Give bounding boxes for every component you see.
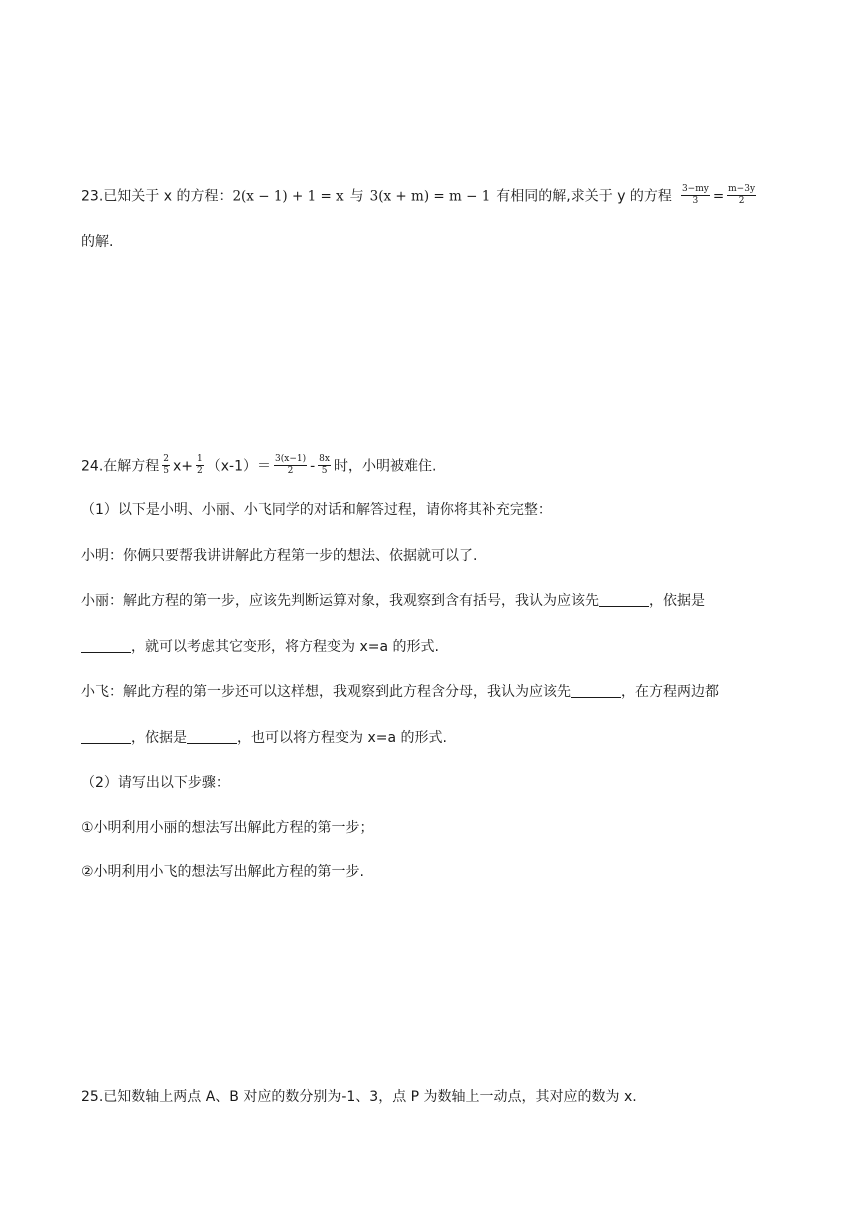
fill-in-blank-2[interactable]	[81, 638, 131, 653]
q24-fraction-4-denominator: 5	[321, 466, 328, 476]
q24-fraction-3-denominator: 2	[287, 466, 294, 476]
q24-xiaoli-text-b: ，依据是	[649, 593, 705, 609]
q24-part2-heading: （2）请写出以下步骤：	[81, 775, 230, 791]
q24-step-1: ①小明利用小丽的想法写出解此方程的第一步；	[81, 820, 374, 836]
fill-in-blank-1[interactable]	[599, 592, 649, 607]
q23-fraction-left-denominator: 3	[692, 196, 699, 206]
q24-term-4: 时，小明被难住.	[333, 458, 437, 475]
q23-fraction-left-numerator: 3−my	[681, 184, 709, 194]
q24-fraction-2-denominator: 2	[197, 466, 203, 476]
q24-xiaofei-text-a: 小飞：解此方程的第一步还可以这样想，我观察到此方程含分母，我认为应该先	[81, 684, 571, 700]
q24-term-2: （x-1）＝	[206, 458, 271, 475]
q24-xiaofei-line2	[81, 728, 447, 748]
q24-step-2: ②小明利用小飞的想法写出解此方程的第一步.	[81, 864, 364, 880]
q23-fraction-right-denominator: 2	[738, 196, 745, 206]
q24-xiaofei-text-d: ，也可以将方程变为 x=a 的形式.	[237, 730, 447, 746]
q23-line2: 的解.	[81, 234, 114, 250]
fill-in-blank-5[interactable]	[187, 729, 237, 744]
q24-xiaoli-text-c: ，就可以考虑其它变形，将方程变为 x=a 的形式.	[131, 639, 439, 655]
q23-prefix: 23.已知关于 x 的方程：	[81, 188, 233, 205]
q24-line1	[81, 455, 436, 478]
q25-line1: 25.已知数轴上两点 A、B 对应的数分别为-1、3，点 P 为数轴上一动点，其对应的数为 x.	[81, 1089, 637, 1105]
q24-xiaofei-line1	[81, 682, 719, 702]
q23-fraction-right	[727, 184, 756, 207]
q24-xiaoli-text-a: 小丽：解此方程的第一步，应该先判断运算对象，我观察到含有括号，我认为应该先	[81, 593, 599, 609]
q23-equation-1: 2(x − 1) + 1 = x	[232, 188, 344, 205]
q23-text: 有相同的解,求关于 y 的方程	[496, 188, 672, 205]
q24-fraction-1-denominator: 5	[163, 466, 169, 476]
q23-connector: 与	[349, 188, 364, 205]
q24-term-3: -	[310, 458, 316, 475]
fill-in-blank-3[interactable]	[571, 683, 621, 698]
q24-fraction-4-numerator: 8x	[319, 454, 330, 464]
q23-fraction-right-numerator: m−3y	[728, 184, 756, 194]
q24-fraction-3	[274, 454, 307, 477]
q24-fraction-4	[318, 454, 331, 477]
q24-prefix: 24.在解方程	[81, 458, 160, 475]
q23-equals-sign: =	[712, 188, 725, 205]
fill-in-blank-4[interactable]	[81, 729, 131, 744]
q24-xiaofei-text-b: ，在方程两边都	[621, 684, 719, 700]
q23-line1	[81, 185, 759, 208]
q24-fraction-1	[162, 454, 170, 477]
q24-term-1: x+	[173, 458, 194, 475]
q24-fraction-1-numerator: 2	[163, 454, 169, 464]
q23-equation-2: 3(x + m) = m − 1	[369, 188, 491, 205]
q24-fraction-3-numerator: 3(x−1)	[275, 454, 307, 464]
q24-xiaoli-line2	[81, 637, 439, 657]
q24-fraction-2	[196, 454, 204, 477]
q24-xiaoming-line: 小明：你俩只要帮我讲讲解此方程第一步的想法、依据就可以了.	[81, 548, 478, 564]
q23-fraction-left	[681, 184, 710, 207]
q24-fraction-2-numerator: 1	[197, 454, 203, 464]
q24-part1-heading: （1）以下是小明、小丽、小飞同学的对话和解答过程，请你将其补充完整：	[81, 502, 552, 518]
q24-xiaoli-line1	[81, 591, 705, 611]
q24-xiaofei-text-c: ，依据是	[131, 730, 187, 746]
